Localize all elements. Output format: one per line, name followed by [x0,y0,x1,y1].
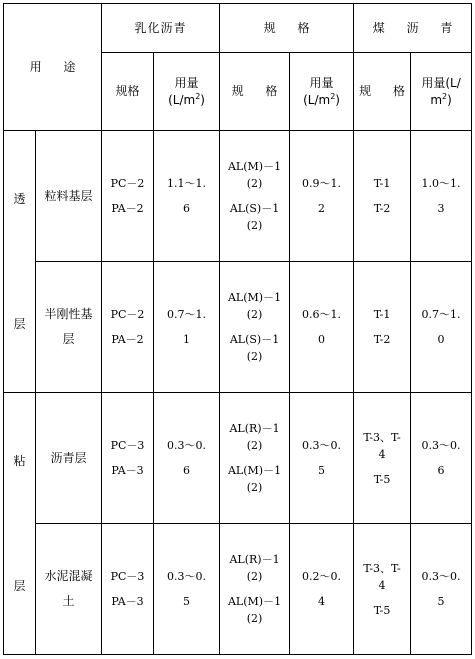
header-em-dosage [154,53,220,131]
em-dosage-cell: 0.7～1. 1 [154,262,220,393]
header-spec-group: 规 格 [220,4,354,53]
header-coal-asphalt: 煤 沥 青 [354,4,472,53]
header-emulsified-asphalt: 乳化沥青 [102,4,220,53]
header-coal-dosage-label: 用量(L/ [421,75,461,90]
header-em-dosage-label: 用量 [174,75,199,90]
em-spec-cell: PC－2 PA－2 [102,131,154,262]
group-char: 粘 [13,453,26,468]
header-em-dosage-unit: $(L/m^2)$ [168,91,205,107]
spec-cell: AL(R)－1 (2) AL(M)－1 (2) [220,393,290,524]
layer-name: 半刚性基 层 [36,262,102,393]
coal-spec-cell: T-1 T-2 [354,262,411,393]
header-coal-dosage-unit: $m^2$) [430,91,452,107]
header-use: 用 途 [4,4,102,131]
coal-dosage-cell: 0.7～1. 0 [411,262,472,393]
dosage-cell: 0.9～1. 2 [290,131,354,262]
table-container [3,3,472,655]
coal-dosage-cell: 1.0～1. 3 [411,131,472,262]
coal-spec-cell: T-3、T- 4 T-5 [354,393,411,524]
spec-cell: AL(M)－1 (2) AL(S)－1 (2) [220,262,290,393]
asphalt-spec-table [3,3,472,655]
coal-dosage-cell: 0.3～0. 6 [411,393,472,524]
dosage-cell: 0.6～1. 0 [290,262,354,393]
dosage-cell: 0.3～0. 5 [290,393,354,524]
header-dosage [290,53,354,131]
layer-name: 水泥混凝 土 [36,524,102,655]
group-label-penetrating [4,131,36,393]
header-dosage-unit: $(L/m^2)$ [303,91,340,107]
header-dosage-label: 用量 [309,75,334,90]
header-coal-dosage [411,53,472,131]
layer-name: 沥青层 [36,393,102,524]
group-char: 层 [13,578,26,593]
group-label-tack [4,393,36,655]
em-spec-cell: PC－3 PA－3 [102,393,154,524]
coal-dosage-cell: 0.3～0. 5 [411,524,472,655]
header-em-spec: 规格 [102,53,154,131]
dosage-cell: 0.2～0. 4 [290,524,354,655]
em-dosage-cell: 0.3～0. 6 [154,393,220,524]
coal-spec-cell: T-1 T-2 [354,131,411,262]
spec-cell: AL(R)－1 (2) AL(M)－1 (2) [220,524,290,655]
group-char: 透 [13,191,26,206]
em-spec-cell: PC－2 PA－2 [102,262,154,393]
layer-name: 粒料基层 [36,131,102,262]
group-char: 层 [13,316,26,331]
em-dosage-cell: 0.3～0. 5 [154,524,220,655]
header-coal-spec: 规 格 [354,53,411,131]
spec-cell: AL(M)－1 (2) AL(S)－1 (2) [220,131,290,262]
coal-spec-cell: T-3、T- 4 T-5 [354,524,411,655]
em-dosage-cell: 1.1～1. 6 [154,131,220,262]
header-spec: 规 格 [220,53,290,131]
em-spec-cell: PC－3 PA－3 [102,524,154,655]
